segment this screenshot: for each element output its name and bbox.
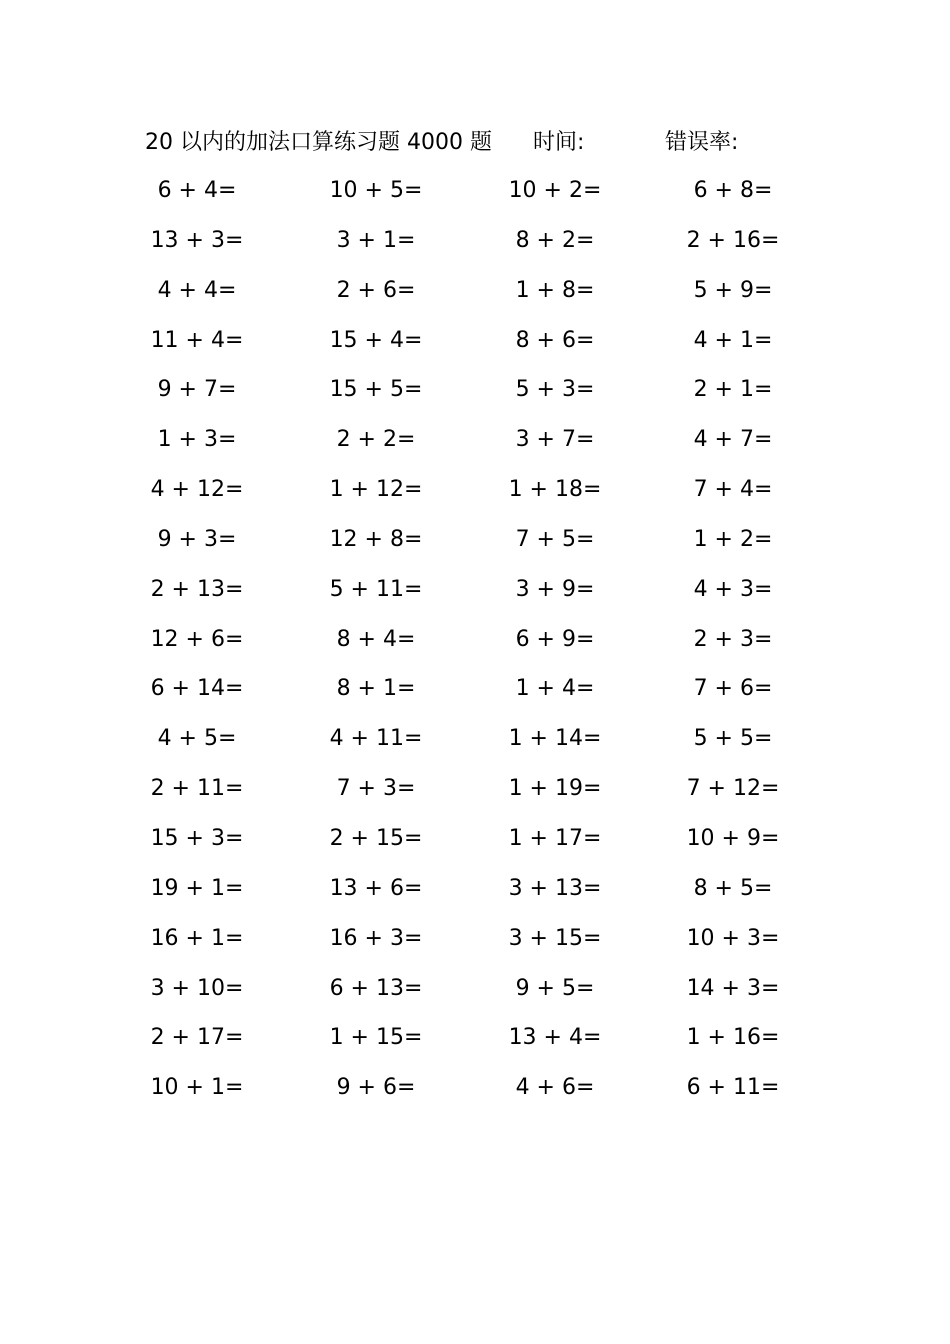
problem-item: 2 + 6= <box>336 277 416 303</box>
problem-item: 9 + 5= <box>515 975 595 1001</box>
problem-item: 4 + 3= <box>693 576 773 602</box>
problem-item: 10 + 5= <box>329 178 423 203</box>
problem-item: 7 + 6= <box>693 676 773 702</box>
problem-item: 16 + 3= <box>329 925 423 951</box>
problem-item: 6 + 9= <box>515 626 595 652</box>
problem-item: 8 + 5= <box>693 875 773 901</box>
problem-item: 1 + 16= <box>686 1025 780 1051</box>
problem-grid <box>0 174 950 1121</box>
problem-item: 9 + 3= <box>157 526 237 552</box>
problem-item: 3 + 15= <box>508 925 602 951</box>
problem-item: 3 + 9= <box>515 576 595 602</box>
problem-row <box>0 872 950 922</box>
problem-item: 2 + 3= <box>693 626 773 652</box>
problem-item: 1 + 17= <box>508 825 602 851</box>
problem-item: 1 + 8= <box>515 277 595 303</box>
problem-item: 3 + 1= <box>336 227 416 253</box>
problem-item: 3 + 10= <box>150 975 244 1001</box>
problem-item: 1 + 12= <box>329 477 423 503</box>
problem-row <box>0 573 950 623</box>
problem-item: 10 + 9= <box>686 825 780 851</box>
problem-row <box>0 623 950 673</box>
problem-item: 4 + 1= <box>693 327 773 353</box>
error-rate-label: 错误率: <box>665 130 739 155</box>
problem-row <box>0 922 950 972</box>
problem-row <box>0 672 950 722</box>
problem-row <box>0 722 950 772</box>
problem-item: 2 + 15= <box>329 825 423 851</box>
problem-item: 4 + 7= <box>693 427 773 453</box>
problem-item: 1 + 2= <box>693 526 773 552</box>
problem-row <box>0 772 950 822</box>
problem-item: 4 + 6= <box>515 1075 595 1101</box>
problem-item: 13 + 3= <box>150 227 244 253</box>
problem-row <box>0 373 950 423</box>
problem-row <box>0 1021 950 1071</box>
problem-row <box>0 473 950 523</box>
problem-item: 7 + 4= <box>693 477 773 503</box>
problem-item: 19 + 1= <box>150 875 244 901</box>
problem-item: 8 + 2= <box>515 227 595 253</box>
problem-item: 12 + 6= <box>150 626 244 652</box>
problem-item: 12 + 8= <box>329 526 423 552</box>
problem-item: 15 + 5= <box>329 377 423 403</box>
time-label: 时间: <box>533 130 585 155</box>
problem-item: 4 + 4= <box>157 277 237 303</box>
problem-item: 4 + 11= <box>329 726 423 752</box>
problem-item: 6 + 11= <box>686 1075 780 1101</box>
problem-item: 1 + 14= <box>508 726 602 752</box>
problem-item: 4 + 5= <box>157 726 237 752</box>
problem-item: 6 + 4= <box>157 178 237 203</box>
problem-item: 7 + 12= <box>686 776 780 802</box>
problem-item: 8 + 4= <box>336 626 416 652</box>
problem-item: 1 + 18= <box>508 477 602 503</box>
problem-item: 6 + 8= <box>693 178 773 203</box>
problem-item: 10 + 2= <box>508 178 602 203</box>
worksheet-title: 20 以内的加法口算练习题 4000 题 <box>145 130 492 155</box>
problem-row <box>0 324 950 374</box>
problem-item: 14 + 3= <box>686 975 780 1001</box>
problem-item: 4 + 12= <box>150 477 244 503</box>
problem-item: 1 + 19= <box>508 776 602 802</box>
problem-row <box>0 523 950 573</box>
problem-item: 6 + 13= <box>329 975 423 1001</box>
problem-item: 10 + 1= <box>150 1075 244 1101</box>
problem-item: 11 + 4= <box>150 327 244 353</box>
problem-item: 13 + 6= <box>329 875 423 901</box>
problem-item: 1 + 3= <box>157 427 237 453</box>
problem-item: 9 + 6= <box>336 1075 416 1101</box>
problem-item: 7 + 3= <box>336 776 416 802</box>
problem-row <box>0 822 950 872</box>
problem-row <box>0 274 950 324</box>
problem-item: 5 + 9= <box>693 277 773 303</box>
problem-item: 2 + 11= <box>150 776 244 802</box>
problem-item: 1 + 4= <box>515 676 595 702</box>
problem-item: 13 + 4= <box>508 1025 602 1051</box>
problem-item: 15 + 3= <box>150 825 244 851</box>
problem-item: 5 + 3= <box>515 377 595 403</box>
problem-item: 3 + 13= <box>508 875 602 901</box>
problem-item: 8 + 6= <box>515 327 595 353</box>
problem-item: 2 + 13= <box>150 576 244 602</box>
problem-item: 9 + 7= <box>157 377 237 403</box>
problem-item: 7 + 5= <box>515 526 595 552</box>
problem-item: 2 + 16= <box>686 227 780 253</box>
problem-item: 8 + 1= <box>336 676 416 702</box>
problem-row <box>0 1071 950 1121</box>
problem-item: 2 + 1= <box>693 377 773 403</box>
problem-item: 2 + 17= <box>150 1025 244 1051</box>
problem-item: 10 + 3= <box>686 925 780 951</box>
problem-row <box>0 972 950 1022</box>
problem-row <box>0 174 950 224</box>
problem-item: 2 + 2= <box>336 427 416 453</box>
problem-row <box>0 423 950 473</box>
problem-row <box>0 224 950 274</box>
problem-item: 5 + 5= <box>693 726 773 752</box>
problem-item: 1 + 15= <box>329 1025 423 1051</box>
problem-item: 6 + 14= <box>150 676 244 702</box>
problem-item: 16 + 1= <box>150 925 244 951</box>
problem-item: 3 + 7= <box>515 427 595 453</box>
problem-item: 5 + 11= <box>329 576 423 602</box>
problem-item: 15 + 4= <box>329 327 423 353</box>
